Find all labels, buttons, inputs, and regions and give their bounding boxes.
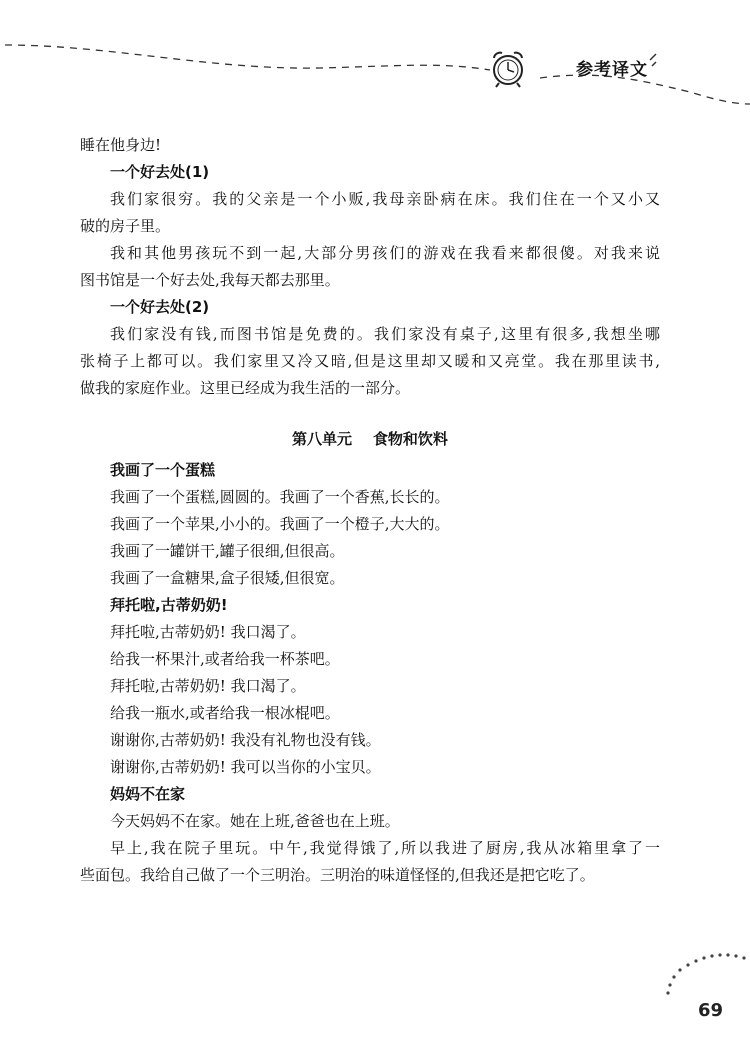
paragraph-line: 张椅子上都可以。我们家里又冷又暗,但是这里却又暖和又亮堂。我在那里读书,	[80, 352, 660, 370]
poem-line: 拜托啦,古蒂奶奶! 我口渴了。	[110, 623, 306, 641]
section-title: 一个好去处(2)	[110, 298, 210, 316]
continuation-text: 睡在他身边!	[80, 136, 162, 154]
page-number: 69	[698, 1000, 724, 1021]
paragraph-line: 早上,我在院子里玩。中午,我觉得饿了,所以我进了厨房,我从冰箱里拿了一	[110, 839, 660, 857]
paragraph-line: 做我的家庭作业。这里已经成为我生活的一部分。	[80, 379, 411, 397]
poem-line: 给我一瓶水,或者给我一根冰棍吧。	[110, 704, 340, 722]
unit-title: 第八单元 食物和饮料	[292, 430, 448, 448]
paragraph-line: 我们家没有钱,而图书馆是免费的。我们家没有桌子,这里有很多,我想坐哪	[110, 325, 660, 343]
page-corner-dots	[660, 940, 750, 1040]
paragraph-line: 图书馆是一个好去处,我每天都去那里。	[80, 271, 340, 289]
section-title: 一个好去处(1)	[110, 163, 210, 181]
poem-line: 谢谢你,古蒂奶奶! 我可以当你的小宝贝。	[110, 758, 381, 776]
poem-line: 谢谢你,古蒂奶奶! 我没有礼物也没有钱。	[110, 731, 381, 749]
paragraph-line: 我们家很穷。我的父亲是一个小贩,我母亲卧病在床。我们住在一个又小又	[110, 190, 660, 208]
poem-line: 我画了一盒糖果,盒子很矮,但很宽。	[110, 569, 345, 587]
story-title: 妈妈不在家	[110, 785, 186, 803]
poem-title: 拜托啦,古蒂奶奶!	[110, 596, 228, 614]
paragraph-line: 今天妈妈不在家。她在上班,爸爸也在上班。	[110, 812, 400, 830]
paragraph-line: 破的房子里。	[80, 217, 171, 235]
poem-line: 给我一杯果汁,或者给我一杯茶吧。	[110, 650, 340, 668]
header-label: 参考译文	[576, 60, 648, 80]
poem-line: 我画了一个苹果,小小的。我画了一个橙子,大大的。	[110, 515, 450, 533]
poem-line: 我画了一个蛋糕,圆圆的。我画了一个香蕉,长长的。	[110, 488, 450, 506]
poem-title: 我画了一个蛋糕	[110, 461, 216, 479]
poem-line: 我画了一罐饼干,罐子很细,但很高。	[110, 542, 345, 560]
page-content	[80, 132, 660, 889]
alarm-clock-icon	[494, 53, 522, 87]
poem-line: 拜托啦,古蒂奶奶! 我口渴了。	[110, 677, 306, 695]
paragraph-line: 些面包。我给自己做了一个三明治。三明治的味道怪怪的,但我还是把它吃了。	[80, 866, 595, 884]
paragraph-line: 我和其他男孩玩不到一起,大部分男孩们的游戏在我看来都很傻。对我来说	[110, 244, 660, 262]
